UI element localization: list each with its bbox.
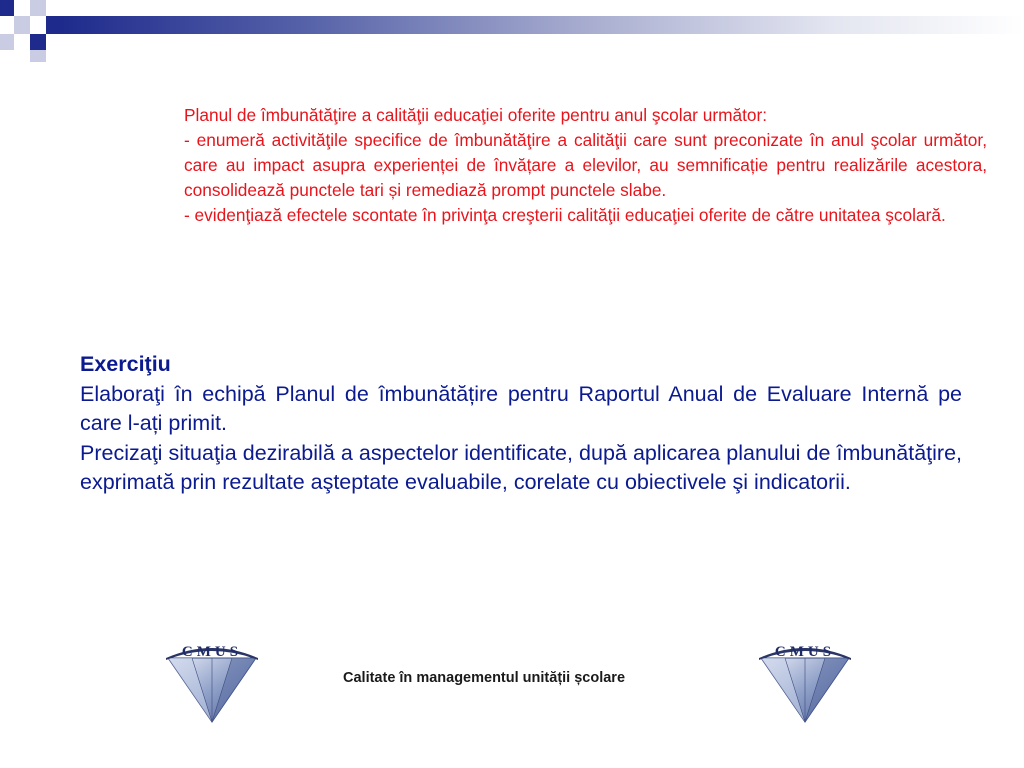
svg-text:CMUS: CMUS xyxy=(774,644,836,660)
header-square xyxy=(46,16,62,34)
header-square xyxy=(30,0,46,16)
header-square xyxy=(14,0,30,16)
intro-bullet-effects: - evidenţiază efectele scontate în privinţa creşterii calităţii educaţiei oferite de către unitatea şcolară. xyxy=(184,205,946,225)
cmus-diamond-logo xyxy=(162,636,262,724)
intro-bullet-activities: - enumeră activităţile specifice de îmbunătăţire a calităţii care sunt preconizate în anul şcolar următor, care au impact asupra experienței de învățare a elevilor, au semnificație pentru realizările acestora, consolidează punctele tari și remediază prompt punctele slabe. xyxy=(184,130,987,200)
header-square xyxy=(30,16,46,34)
footer-caption: Calitate în managementul unității școlare xyxy=(343,670,626,686)
exercise-paragraph-2: Precizaţi situaţia dezirabilă a aspectelor identificate, după aplicarea planului de îmbunătăţire, exprimată prin rezultate aşteptate evaluabile, corelate cu obiectivele şi indicatorii. xyxy=(80,440,962,494)
improvement-plan-description xyxy=(184,103,987,228)
header-square xyxy=(30,50,46,62)
svg-text:CMUS: CMUS xyxy=(181,644,243,660)
intro-heading: Planul de îmbunătăţire a calităţii educaţiei oferite pentru anul şcolar următor: xyxy=(184,105,768,125)
cmus-diamond-logo xyxy=(755,636,855,724)
header-square xyxy=(0,0,14,16)
header-square xyxy=(30,34,46,50)
header-gradient-bar xyxy=(62,16,1024,34)
exercise-title: Exerciţiu xyxy=(80,352,171,376)
exercise-section xyxy=(80,350,962,498)
header-square xyxy=(14,16,30,34)
header-square xyxy=(0,34,14,50)
exercise-paragraph-1: Elaboraţi în echipă Planul de îmbunătățire pentru Raportul Anual de Evaluare Internă pe care l-ați primit. xyxy=(80,381,962,435)
header-square xyxy=(46,0,62,16)
